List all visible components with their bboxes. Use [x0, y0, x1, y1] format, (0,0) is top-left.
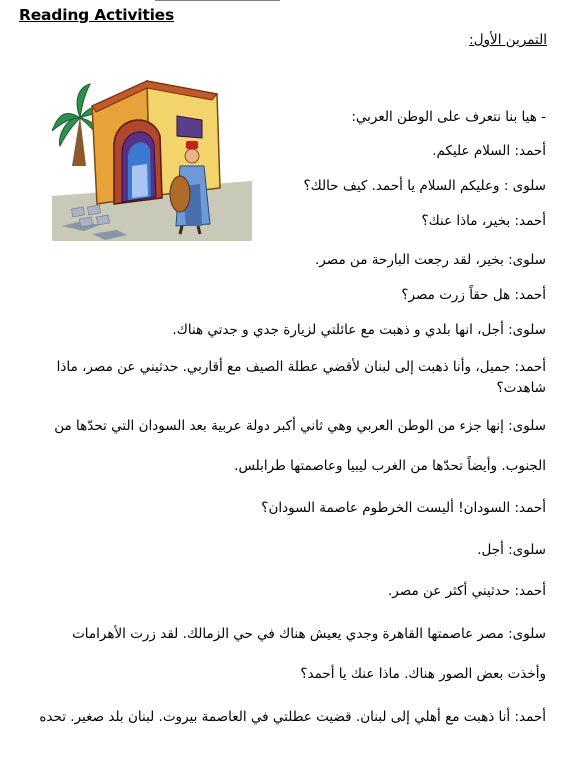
dialogue-line: سلوى: أجل، انها بلدي و ذهبت مع عائلتي لزيارة جدي و جدتي هناك. [172, 322, 546, 338]
dialogue-line: سلوى: مصر عاصمتها القاهرة وجدي يعيش هناك في حي الزمالك. لقد زرت الأهرامات [72, 626, 546, 642]
dialogue-line: الجنوب. وأيضاً تحدّها من الغرب ليبيا وعاصمتها طرابلس. [234, 458, 546, 474]
intro-line: - هيا بنا نتعرف على الوطن العربي: [351, 109, 546, 125]
cropped-previous-text [150, 0, 290, 1]
dialogue-line: سلوى: أجل. [477, 542, 546, 558]
dialogue-line: أحمد: السودان! أليست الخرطوم عاصمة السودان؟ [261, 500, 546, 516]
dialogue-line: أحمد: هل حقاً زرت مصر؟ [401, 287, 546, 303]
dialogue-line: أحمد: أنا ذهبت مع أهلي إلى لبنان. قضيت عطلتي في العاصمة بيروت. لبنان بلد صغير. تحده [39, 709, 546, 725]
dialogue-line: أحمد: بخير، ماذا عنك؟ [421, 213, 546, 229]
page-heading: Reading Activities [19, 6, 175, 24]
dialogue-line: وأخذت بعض الصور هناك. ماذا عنك يا أحمد؟ [300, 666, 546, 682]
dialogue-line: أحمد: حدثيني أكثر عن مصر. [388, 583, 546, 599]
dialogue-line: سلوى : وعليكم السلام يا أحمد. كيف حالك؟ [303, 178, 546, 194]
exercise-title: التمرين الأول: [469, 32, 547, 48]
dialogue-line: سلوى: إنها جزء من الوطن العربي وهي ثاني أكبر دولة عربية بعد السودان التي تحدّها من [54, 418, 546, 434]
arab-gate-illustration [52, 76, 252, 241]
dialogue-line: أحمد: السلام عليكم. [432, 143, 546, 159]
dialogue-line: سلوى: بخير، لقد رجعت البارحة من مصر. [315, 252, 546, 268]
dialogue-line: أحمد: جميل، وأنا ذهبت إلى لبنان لأقضي عطلة الصيف مع أقاربي. حدثيني عن مصر، ماذا شاهدت؟ [56, 359, 546, 396]
